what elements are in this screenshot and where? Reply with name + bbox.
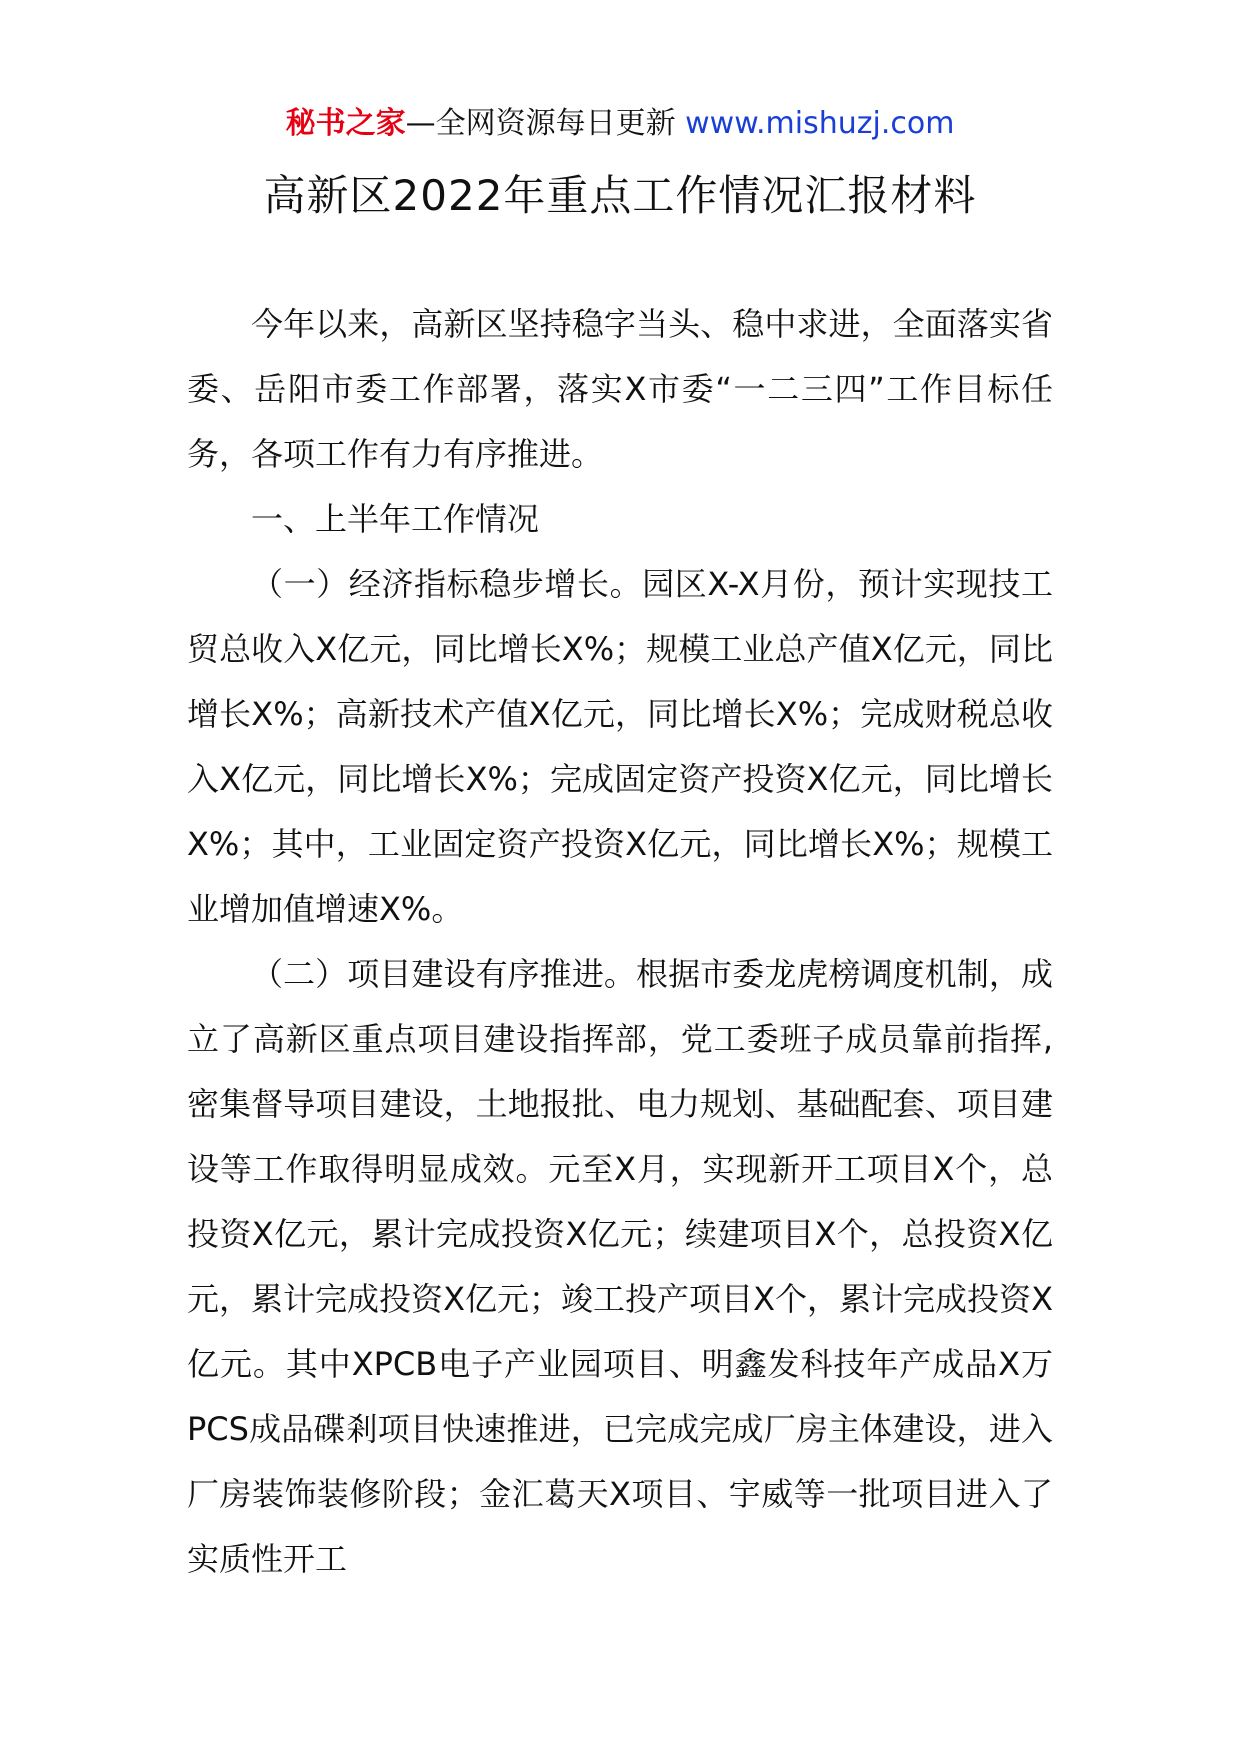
site-url-link[interactable]: www.mishuzj.com (685, 106, 955, 141)
site-header (0, 104, 1240, 144)
paragraph-intro: 今年以来，高新区坚持稳字当头、稳中求进，全面落实省委、岳阳市委工作部署，落实X市委“一二三四”工作目标任务，各项工作有力有序推进。 (187, 305, 1053, 473)
section-heading: 一、上半年工作情况 (251, 500, 540, 538)
brand-name: 秘书之家 (285, 106, 406, 141)
document-body (187, 292, 1053, 1592)
paragraph-project-construction: （二）项目建设有序推进。根据市委龙虎榜调度机制，成立了高新区重点项目建设指挥部，党工委班子成员靠前指挥,密集督导项目建设，土地报批、电力规划、基础配套、项目建设等工作取得明显成效。元至X月，实现新开工项目X个，总投资X亿元，累计完成投资X亿元；续建项目X个，总投资X亿元，累计完成投资X亿元；竣工投产项目X个，累计完成投资X亿元。其中XPCB电子产业园项目、明鑫发科技年产成品X万PCS成品碟剎项目快速推进，已完成完成厂房主体建设，进入厂房装饰装修阶段；金汇葛天X项目、宇威等一批项目进入了实质性开工 (187, 955, 1053, 1578)
paragraph-economic-indicators: （一）经济指标稳步增长。园区X-X月份，预计实现技工贸总收入X亿元，同比增长X%；规模工业总产值X亿元，同比增长X%；高新技术产值X亿元，同比增长X%；完成财税总收入X亿元，同比增长X%；完成固定资产投资X亿元，同比增长X%；其中，工业固定资产投资X亿元，同比增长X%；规模工业增加值增速X%。 (187, 565, 1053, 928)
header-tagline: —全网资源每日更新 (405, 106, 676, 141)
document-title: 高新区2022年重点工作情况汇报材料 (263, 171, 977, 220)
